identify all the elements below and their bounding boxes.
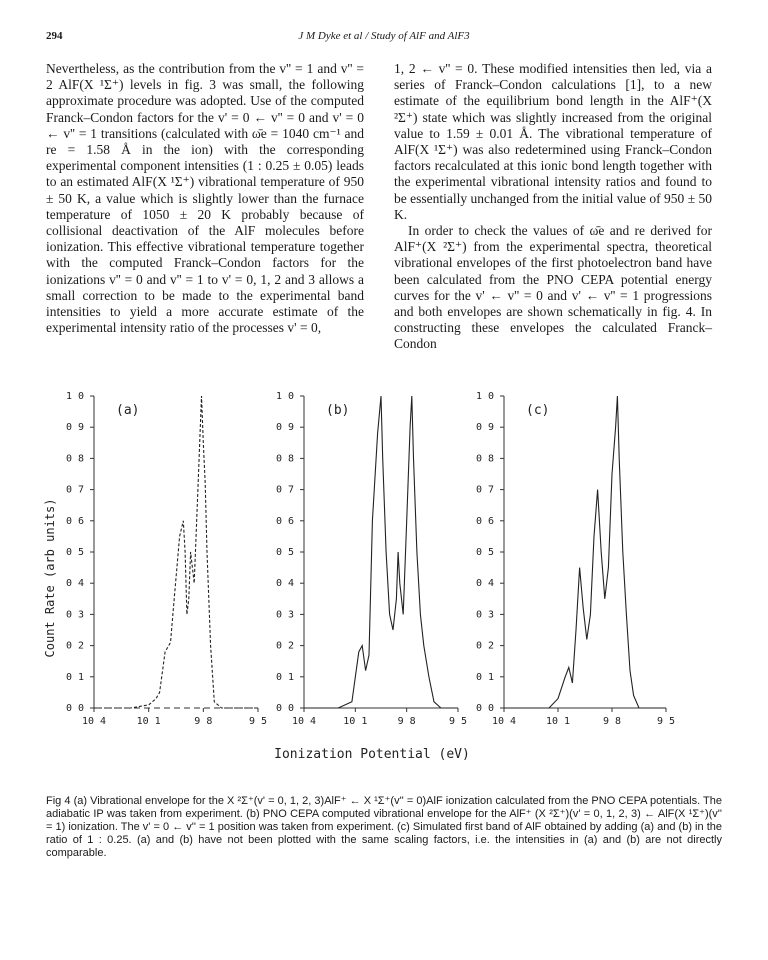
x-tick-label: 9 5 [448, 716, 468, 727]
y-tick-label: 0 7 [65, 484, 84, 496]
chart-panel-1 [66, 391, 267, 727]
y-tick-label: 0 5 [475, 547, 494, 558]
y-tick-label: 0 8 [275, 453, 294, 465]
envelope-curve [504, 396, 666, 708]
x-tick-label: 10 4 [291, 716, 317, 727]
y-tick-label: 0 3 [275, 609, 294, 621]
x-tick-label: 9 8 [602, 716, 622, 727]
y-tick-label: 0 2 [475, 640, 494, 652]
x-tick-label: 9 8 [397, 716, 416, 727]
x-tick-label: 9 8 [194, 716, 213, 727]
y-tick-label: 0 3 [475, 609, 494, 621]
y-tick-label: 0 2 [65, 640, 84, 652]
y-tick-label: 0 5 [275, 547, 294, 558]
text-column-right [394, 61, 712, 353]
y-tick-label: 1 0 [65, 391, 84, 402]
y-tick-label: 0 8 [475, 453, 494, 465]
y-tick-label: 0 1 [65, 671, 84, 683]
envelope-curve [94, 396, 258, 708]
y-tick-label: 0 6 [275, 515, 294, 527]
panel-label: (b) [326, 403, 350, 418]
y-tick-label: 1 0 [275, 391, 294, 402]
page-number: 294 [46, 30, 63, 42]
figure-caption: Fig 4 (a) Vibrational envelope for the X ²Σ⁺(v' = 0, 1, 2, 3)AlF⁺ ← X ¹Σ⁺(v'' = 0)AlF ionization calculated from the PNO CEPA potentials. The adiabatic IP was taken from experiment. (b) PNO CEPA computed vibrational envelope for the AlF⁺ (X ²Σ⁺)(v' = 0, 1, 2, 3) ← AlF(X ¹Σ⁺)(v'' = 1) ionization. The v' = 0 ← v'' = 1 position was taken from experiment. (c) Simulated first band of AlF obtained by adding (a) and (b) in the ratio of 1 : 0.25. (a) and (b) have not been plotted with the same scaling factors, i.e. the intensities in (a) and (b) are not directly comparable. [46, 795, 722, 859]
y-axis-label: Count Rate (arb units) [43, 498, 57, 658]
y-tick-label: 0 9 [475, 422, 494, 434]
y-tick-label: 0 6 [475, 515, 494, 527]
x-tick-label: 9 5 [248, 716, 268, 727]
y-tick-label: 0 6 [65, 515, 84, 527]
x-tick-label: 10 1 [136, 716, 161, 727]
paragraph: Nevertheless, as the contribution from the v'' = 1 and v'' = 2 AlF(X ¹Σ⁺) levels in fig. 3 was small, the following approximate procedure was adopted. Use of the computed Franck–Condon factors for the v' = 0 ← v'' = 0 and v' = 0 ← v'' = 1 transitions (calculated with ω̄e = 1040 cm⁻¹ and re = 1.58 Å in the ion) with the corresponding experimental component intensities (1 : 0.25 ± 0.05) leads to an estimated AlF(X ¹Σ⁺) vibrational temperature of 950 ± 50 K, a value which is slightly lower than the furnace temperature of 1050 ± 20 K probably because of collisional deactivation of the AlF molecules before ionization. This effective vibrational temperature together with the computed Franck–Condon factors for the ionizations v'' = 0 and v'' = 1 to v' = 0, 1, 2 and 3 allows a small correction to be made to the experimental band intensities to yield a more accurate estimate of the experimental intensity ratio of the processes v' = 0, [46, 61, 364, 336]
chart-panel-3 [476, 391, 675, 727]
y-tick-label: 0 0 [475, 703, 494, 714]
panel-label: (a) [116, 403, 140, 418]
y-tick-label: 0 9 [65, 422, 84, 434]
y-tick-label: 0 7 [275, 484, 294, 496]
panel-label: (c) [526, 403, 550, 418]
chart-panel-2 [276, 391, 467, 727]
y-tick-label: 1 0 [475, 391, 494, 402]
y-tick-label: 0 4 [475, 578, 494, 590]
paragraph: 1, 2 ← v'' = 0. These modified intensities then led, via a series of Franck–Condon calculations [1], to a new estimate of the equilibrium bond length in the AlF⁺(X ²Σ⁺) state which was slightly increased from the original value to 1.59 ± 0.01 Å. The vibrational temperature of AlF(X ¹Σ⁺) was also redetermined using Franck–Condon factors recalculated at this ionic bond length together with the experimental vibrational intensity ratios and found to be essentially unchanged from the initial value of 950 ± 50 K. [394, 61, 712, 222]
envelope-curve [304, 396, 458, 708]
y-tick-label: 0 1 [475, 671, 494, 683]
y-tick-label: 0 4 [65, 578, 84, 590]
y-tick-label: 0 5 [65, 547, 84, 558]
text-column-left [46, 61, 364, 336]
y-tick-label: 0 2 [275, 640, 294, 652]
running-head: J M Dyke et al / Study of AlF and AlF3 [298, 30, 470, 42]
paragraph: In order to check the values of ω̄e and re derived for AlF⁺(X ²Σ⁺) from the experimental spectra, theoretical vibrational envelopes of the first photoelectron band have been calculated from the PNO CEPA potential energy curves for the v' ← v'' = 0 and v' ← v'' = 1 progressions and both envelopes are shown schematically in fig. 4. In constructing these envelopes the calculated Franck–Condon [394, 223, 712, 352]
figure-svg [30, 388, 750, 768]
y-tick-label: 0 3 [65, 609, 84, 621]
x-tick-label: 10 4 [491, 716, 517, 727]
y-tick-label: 0 4 [275, 578, 294, 590]
y-tick-label: 0 7 [475, 484, 494, 496]
y-tick-label: 0 0 [275, 703, 294, 714]
y-tick-label: 0 0 [65, 703, 84, 714]
x-tick-label: 10 1 [343, 716, 368, 727]
x-axis-label: Ionization Potential (eV) [274, 747, 470, 762]
x-tick-label: 9 5 [656, 716, 676, 727]
y-tick-label: 0 1 [275, 671, 294, 683]
y-tick-label: 0 8 [65, 453, 84, 465]
figure-4 [30, 388, 750, 768]
y-tick-label: 0 9 [275, 422, 294, 434]
x-tick-label: 10 1 [545, 716, 571, 727]
x-tick-label: 10 4 [81, 716, 107, 727]
